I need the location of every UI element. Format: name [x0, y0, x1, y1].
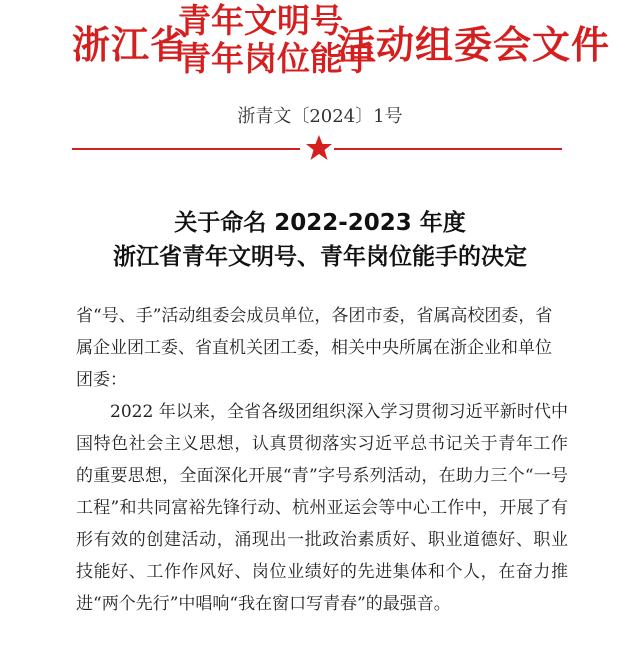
document-title-line2: 浙江省青年文明号、青年岗位能手的决定	[113, 244, 527, 270]
red-divider-right	[334, 148, 562, 150]
header-org-line1: 青年文明号	[178, 1, 343, 40]
header-org-right: 活动组委会文件	[337, 23, 611, 67]
red-divider-left	[72, 148, 300, 150]
header-org-stack	[178, 1, 376, 78]
document-title-line1: 关于命名 2022-2023 年度	[174, 210, 466, 236]
addressee-paragraph: 省“号、手”活动组委会成员单位，各团市委，省属高校团委，省属企业团工委、省直机关团工委，相关中央所属在浙企业和单位团委：	[76, 306, 553, 390]
star-icon	[304, 133, 334, 163]
document-header	[0, 0, 640, 92]
document-number: 浙青文〔2024〕1号	[237, 106, 403, 127]
body-paragraph: 2022 年以来，全省各级团组织深入学习贯彻习近平新时代中国特色社会主义思想，认真贯彻落实习近平总书记关于青年工作的重要思想，全面深化开展“青”字号系列活动，在助力三个“一号工程”和共同富裕先锋行动、杭州亚运会等中心工作中，开展了有形有效的创建活动，涌现出一批政治素质好、职业道德好、职业技能好、工作作风好、岗位业绩好的先进集体和个人，在奋力推进“两个先行”中唱响“我在窗口写青春”的最强音。	[76, 402, 568, 614]
header-org-line2: 青年岗位能手	[178, 39, 376, 78]
header-org-left: 浙江省	[72, 23, 190, 67]
